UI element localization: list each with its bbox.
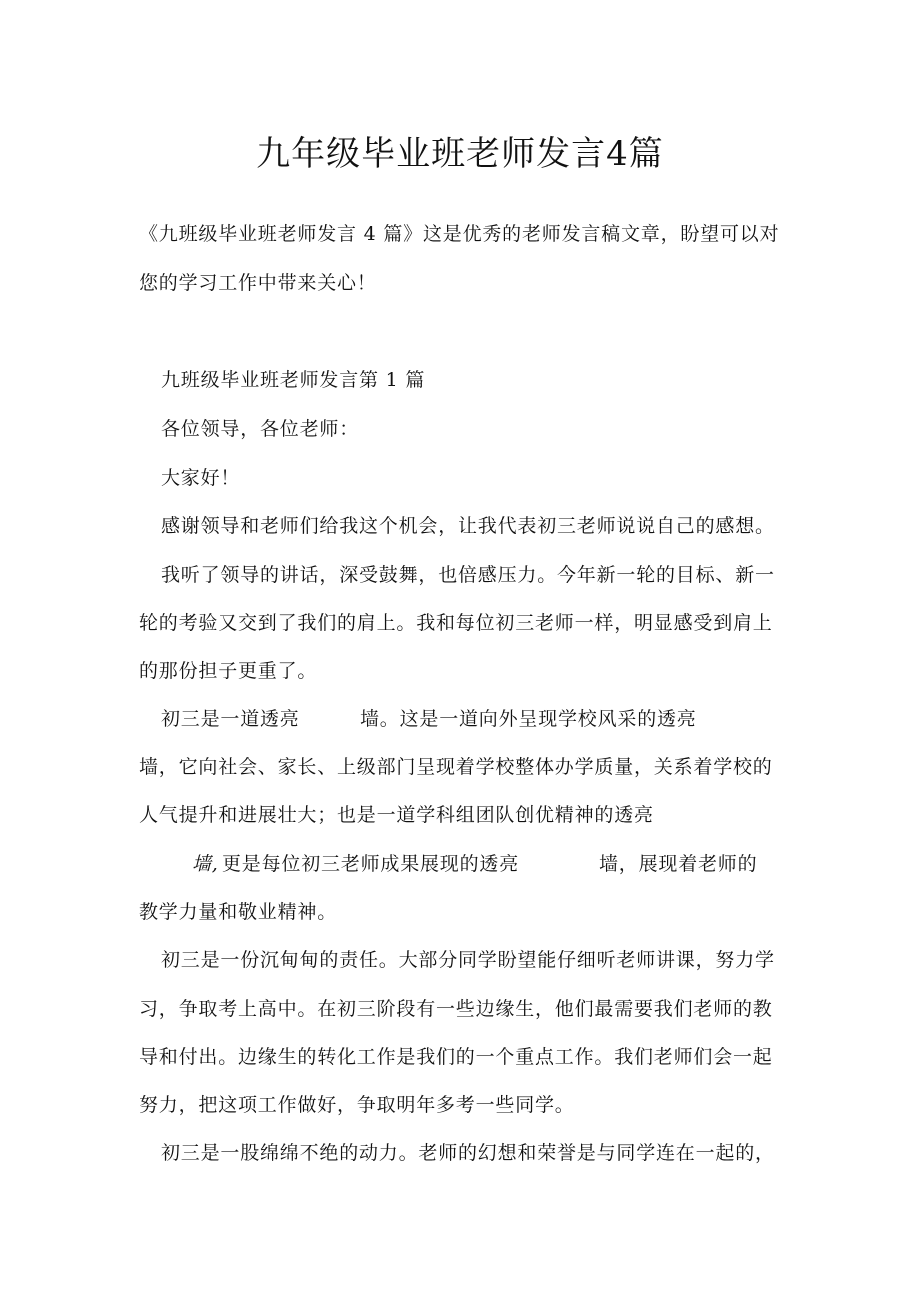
intro-line-2: 您的学习工作中带来关心！ — [139, 272, 377, 294]
paragraph-2-line-1: 我听了领导的讲话，深受鼓舞，也倍感压力。今年新一轮的目标、新一 — [161, 564, 775, 586]
paragraph-3-line-1a: 初三是一道透亮 — [161, 708, 300, 730]
greeting: 大家好！ — [161, 467, 241, 489]
paragraph-4-line-4: 努力，把这项工作做好，争取明年多考一些同学。 — [139, 1094, 575, 1116]
paragraph-3-line-3: 人气提升和进展壮大；也是一道学科组团队创优精神的透亮 — [139, 804, 654, 826]
paragraph-3-line-4b: 更是每位初三老师成果展现的透亮 — [222, 853, 520, 875]
paragraph-3-line-4a: 墙, — [192, 853, 219, 875]
intro-line-1: 《九班级毕业班老师发言 4 篇》这是优秀的老师发言稿文章，盼望可以对 — [139, 223, 780, 245]
paragraph-4-line-2: 习，争取考上高中。在初三阶段有一些边缘生，他们最需要我们老师的教 — [139, 998, 773, 1020]
section-heading: 九班级毕业班老师发言第 1 篇 — [161, 369, 426, 391]
document-title: 九年级毕业班老师发言4篇 — [256, 134, 664, 174]
paragraph-1: 感谢领导和老师们给我这个机会，让我代表初三老师说说自己的感想。 — [161, 515, 775, 537]
paragraph-3-line-4c: 墙，展现着老师的 — [599, 853, 758, 875]
paragraph-2-line-3: 的那份担子更重了。 — [139, 660, 318, 682]
paragraph-3-line-1b: 墙。这是一道向外呈现学校风采的透亮 — [360, 708, 697, 730]
paragraph-4-line-3: 导和付出。边缘生的转化工作是我们的一个重点工作。我们老师们会一起 — [139, 1046, 773, 1068]
paragraph-5-line-1: 初三是一股绵绵不绝的动力。老师的幻想和荣誉是与同学连在一起的， — [161, 1142, 775, 1164]
paragraph-3-line-5: 教学力量和敬业精神。 — [139, 901, 338, 923]
paragraph-2-line-2: 轮的考验又交到了我们的肩上。我和每位初三老师一样，明显感受到肩上 — [139, 612, 773, 634]
paragraph-3-line-2: 墙，它向社会、家长、上级部门呈现着学校整体办学质量，关系着学校的 — [139, 756, 773, 778]
paragraph-4-line-1: 初三是一份沉甸甸的责任。大部分同学盼望能仔细听老师讲课，努力学 — [161, 949, 775, 971]
salutation: 各位领导，各位老师： — [161, 418, 360, 440]
